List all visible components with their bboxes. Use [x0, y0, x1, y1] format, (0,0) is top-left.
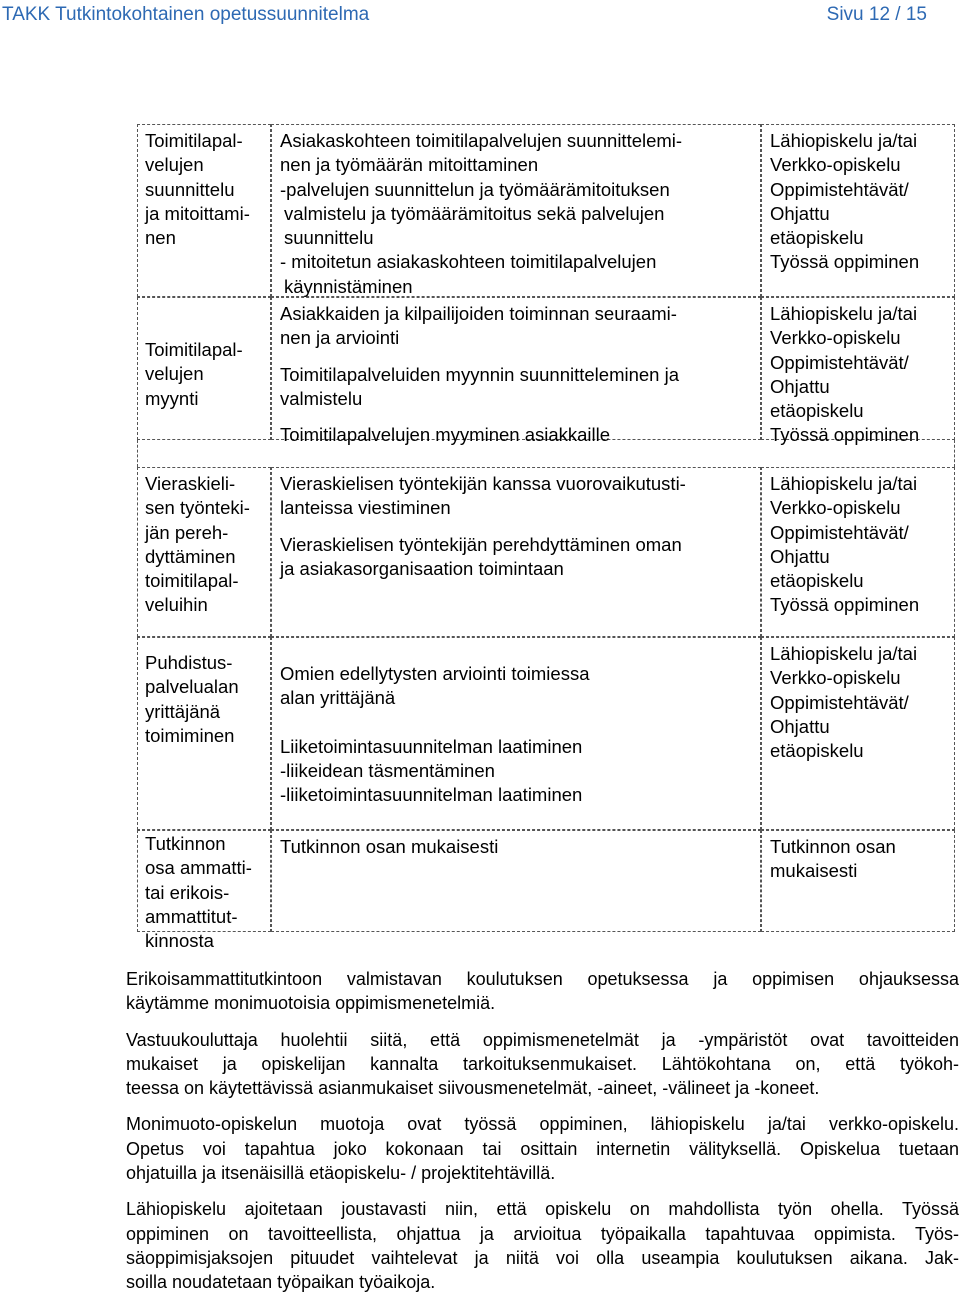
- table-spacer: [137, 440, 955, 467]
- content-cell-entrepreneurship: [271, 637, 761, 830]
- method-line: etäopiskelu: [770, 400, 864, 422]
- paragraph-line: Opetus voi tapahtua joko kokonaan tai osittain internetin välityksellä. Opiskelua tuetaan: [126, 1138, 959, 1159]
- topic-line: kinnosta: [145, 930, 214, 952]
- topic-cell-other-qualification: [137, 830, 271, 952]
- paragraph-line: teessa on käytettävissä asianmukaiset siivousmenetelmät, -aineet, -välineet ja -koneet.: [126, 1078, 820, 1099]
- content-line: Vieraskielisen työntekijän perehdyttäminen oman: [280, 533, 682, 555]
- method-line: Lähiopiskelu ja/tai: [770, 473, 918, 494]
- method-line: etäopiskelu: [770, 570, 864, 592]
- topic-line: veluihin: [145, 594, 208, 616]
- paragraph: [126, 1028, 959, 1101]
- page-header: [0, 0, 960, 30]
- topic-line: Puhdistus-: [145, 652, 233, 673]
- content-line: Liiketoimintasuunnitelman laatiminen: [280, 735, 583, 757]
- method-cell-entrepreneurship: [761, 637, 955, 830]
- paragraph-line: säoppimisjaksojen pituudet vaihtelevat ja niitä voi olla useampia koulutuksen aikana. Jak-: [126, 1247, 959, 1268]
- topic-cell-orientation: [137, 467, 271, 637]
- content-line: valmistelu ja työmäärämitoitus sekä palvelujen: [284, 202, 665, 224]
- topic-line: yrittäjänä: [145, 700, 221, 722]
- method-line: Työssä oppiminen: [770, 251, 920, 273]
- topic-line: ja mitoittami-: [145, 202, 250, 224]
- content-cell-sales: [271, 297, 761, 446]
- topic-line: Tutkinnon: [145, 833, 226, 854]
- page-number: Sivu 12 / 15: [826, 4, 927, 25]
- content-line: käynnistäminen: [284, 275, 413, 297]
- document-title: TAKK Tutkintokohtainen opetussuunnitelma: [2, 4, 370, 25]
- method-line: Ohjattu: [770, 715, 830, 737]
- content-line: Asiakkaiden ja kilpailijoiden toiminnan seuraami-: [280, 303, 677, 324]
- topic-line: velujen: [145, 154, 204, 176]
- topic-line: toimiminen: [145, 724, 235, 746]
- content-line: Vieraskielisen työntekijän kanssa vuorovaikutusti-: [280, 473, 686, 494]
- paragraph-line: Vastuukouluttaja huolehtii siitä, että oppimismenetelmät ja -ympäristöt ovat tavoitteiden: [126, 1029, 959, 1050]
- method-line: Oppimistehtävät/: [770, 521, 909, 543]
- method-line: Ohjattu: [770, 375, 830, 397]
- content-line: suunnittelu: [284, 227, 374, 249]
- paragraph-line: ohjatuilla ja itsenäisillä etäopiskelu- / projektitehtävillä.: [126, 1163, 556, 1184]
- topic-line: sen työnteki-: [145, 497, 250, 519]
- method-cell-sales: [761, 297, 955, 446]
- topic-line: velujen: [145, 363, 204, 385]
- content-line: -liiketoimintasuunnitelman laatiminen: [280, 784, 583, 806]
- content-line: Toimitilapalveluiden myynnin suunnitteleminen ja: [280, 363, 679, 385]
- paragraph-line: oppiminen on tavoitteellista, ohjattua ja arvioitua työpaikalla tapahtuvaa oppimista. Työs-: [126, 1223, 959, 1244]
- topic-cell-sales: [137, 297, 271, 440]
- body-text: [126, 967, 959, 1307]
- topic-line: toimitilapal-: [145, 570, 239, 592]
- method-line: mukaisesti: [770, 860, 858, 882]
- method-cell-planning: [761, 124, 955, 297]
- topic-line: jän pereh-: [145, 521, 229, 543]
- content-line: valmistelu: [280, 387, 363, 409]
- method-line: Ohjattu: [770, 545, 830, 567]
- method-line: Oppimistehtävät/: [770, 178, 909, 200]
- topic-line: myynti: [145, 387, 199, 409]
- method-cell-other-qualification: [761, 830, 955, 932]
- topic-line: palvelualan: [145, 676, 239, 698]
- topic-line: Toimitilapal-: [145, 130, 243, 151]
- topic-line: osa ammatti-: [145, 857, 252, 879]
- method-line: Työssä oppiminen: [770, 424, 920, 446]
- topic-cell-entrepreneurship: [137, 637, 271, 830]
- paragraph: [126, 967, 959, 1016]
- topic-line: Vieraskieli-: [145, 473, 236, 494]
- method-line: Lähiopiskelu ja/tai: [770, 130, 918, 151]
- content-line: Omien edellytysten arviointi toimiessa: [280, 663, 590, 684]
- content-line: Asiakaskohteen toimitilapalvelujen suunnittelemi-: [280, 130, 683, 151]
- method-line: Lähiopiskelu ja/tai: [770, 303, 918, 324]
- topic-cell-planning: [137, 124, 271, 297]
- method-line: Oppimistehtävät/: [770, 351, 909, 373]
- topic-line: dyttäminen: [145, 545, 236, 567]
- paragraph-line: käytämme monimuotoisia oppimismenetelmiä.: [126, 993, 496, 1014]
- content-line: nen ja arviointi: [280, 327, 400, 349]
- method-line: etäopiskelu: [770, 227, 864, 249]
- method-line: Lähiopiskelu ja/tai: [770, 643, 918, 664]
- method-line: Verkko-opiskelu: [770, 667, 901, 689]
- method-cell-orientation: [761, 467, 955, 637]
- method-line: Ohjattu: [770, 202, 830, 224]
- topic-line: ammattitut-: [145, 905, 238, 927]
- method-line: Verkko-opiskelu: [770, 154, 901, 176]
- method-line: Työssä oppiminen: [770, 594, 920, 616]
- topic-line: tai erikois-: [145, 881, 230, 903]
- topic-line: nen: [145, 227, 176, 249]
- content-line: -liikeidean täsmentäminen: [280, 759, 495, 781]
- paragraph-line: Monimuoto-opiskelun muotoja ovat työssä oppiminen, lähiopiskelu ja/tai verkko-opiskelu.: [126, 1114, 959, 1135]
- topic-line: Toimitilapal-: [145, 339, 243, 360]
- content-line: - mitoitetun asiakaskohteen toimitilapalvelujen: [280, 251, 657, 273]
- content-line: Toimitilapalvelujen myyminen asiakkaille: [280, 424, 611, 446]
- topic-line: suunnittelu: [145, 178, 235, 200]
- paragraph-line: Lähiopiskelu ajoitetaan joustavasti niin, että opiskelu on mahdollista työn ohella. Työssä: [126, 1199, 959, 1220]
- method-line: Tutkinnon osan: [770, 836, 896, 857]
- method-line: Oppimistehtävät/: [770, 691, 909, 713]
- paragraph: [126, 1112, 959, 1185]
- content-line: nen ja työmäärän mitoittaminen: [280, 154, 539, 176]
- content-line: ja asiakasorganisaation toimintaan: [280, 557, 564, 579]
- paragraph-line: mukaiset ja opiskelijan kannalta tarkoituksenmukaiset. Lähtökohtana on, että työkoh-: [126, 1053, 959, 1074]
- content-cell-planning: [271, 124, 761, 297]
- paragraph-line: soilla noudatetaan työpaikan työaikoja.: [126, 1272, 436, 1293]
- method-line: etäopiskelu: [770, 740, 864, 762]
- content-line: lanteissa viestiminen: [280, 497, 451, 519]
- content-cell-other-qualification: [271, 830, 761, 932]
- content-line: Tutkinnon osan mukaisesti: [280, 836, 499, 857]
- paragraph: [126, 1197, 959, 1294]
- content-cell-orientation: [271, 467, 761, 637]
- method-line: Verkko-opiskelu: [770, 497, 901, 519]
- paragraph-line: Erikoisammattitutkintoon valmistavan koulutuksen opetuksessa ja oppimisen ohjauksessa: [126, 969, 959, 989]
- content-line: -palvelujen suunnittelun ja työmäärämitoituksen: [280, 178, 670, 200]
- content-line: alan yrittäjänä: [280, 687, 396, 709]
- method-line: Verkko-opiskelu: [770, 327, 901, 349]
